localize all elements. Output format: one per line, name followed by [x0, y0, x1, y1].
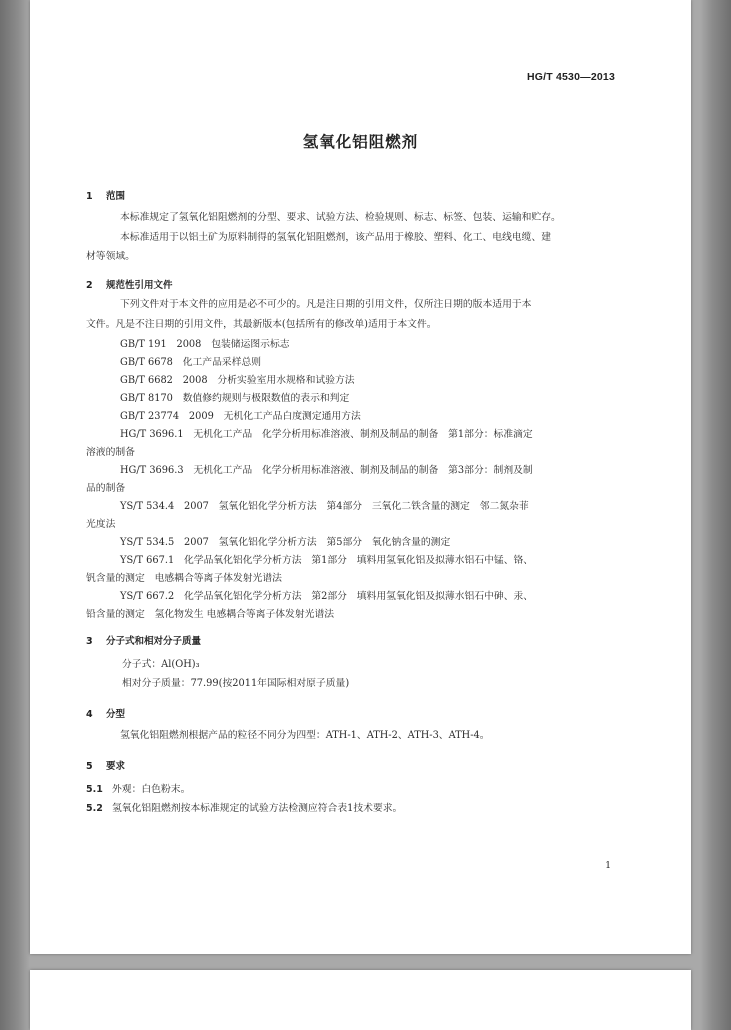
next-page	[30, 970, 691, 1030]
clause-number: 5.2	[86, 803, 103, 814]
reference-continuation: 铅含量的测定 氢化物发生 电感耦合等离子体发射光谱法	[86, 609, 335, 620]
reference-item: YS/T 534.5 2007 氢氧化铝化学分析方法 第5部分 氧化钠含量的测定	[120, 537, 451, 548]
reference-item: HG/T 3696.3 无机化工产品 化学分析用标准溶液、制剂及制品的制备 第3部分：制剂及制	[120, 465, 533, 476]
section-title: 要求	[106, 761, 126, 772]
document-page	[30, 0, 691, 954]
standard-number: HG/T 4530—2013	[526, 71, 615, 83]
reference-item: GB/T 191 2008 包装储运图示标志	[120, 339, 290, 350]
reference-continuation: 钒含量的测定 电感耦合等离子体发射光谱法	[86, 573, 282, 584]
section-title: 范围	[106, 191, 126, 202]
paragraph: 本标准适用于以铝土矿为原料制得的氢氧化铝阻燃剂，该产品用于橡胶、塑料、化工、电线电缆、建	[120, 232, 552, 243]
reference-item: GB/T 8170 数值修约规则与极限数值的表示和判定	[120, 393, 350, 404]
reference-item: YS/T 534.4 2007 氢氧化铝化学分析方法 第4部分 三氧化二铁含量的测定 邻二氮杂菲	[120, 501, 529, 512]
paragraph: 下列文件对于本文件的应用是必不可少的。凡是注日期的引用文件，仅所注日期的版本适用于本	[120, 299, 532, 310]
reference-item: GB/T 6678 化工产品采样总则	[120, 357, 262, 368]
reference-item: HG/T 3696.1 无机化工产品 化学分析用标准溶液、制剂及制品的制备 第1部分：标准滴定	[120, 429, 533, 440]
section-title: 规范性引用文件	[106, 280, 173, 291]
reference-item: YS/T 667.2 化学品氧化铝化学分析方法 第2部分 填料用氢氧化铝及拟薄水铝石中砷、汞、	[120, 591, 534, 602]
clause-number: 5.1	[86, 784, 103, 795]
page-number: 1	[605, 861, 611, 871]
section-number: 3	[86, 636, 93, 647]
paragraph: 氢氧化铝阻燃剂根据产品的粒径不同分为四型：ATH-1、ATH-2、ATH-3、ATH-4。	[120, 730, 490, 741]
section-3-heading	[86, 633, 201, 647]
molecular-mass: 相对分子质量：77.99(按2011年国际相对原子质量)	[122, 678, 350, 689]
reference-item: YS/T 667.1 化学品氧化铝化学分析方法 第1部分 填料用氢氧化铝及拟薄水铝石中锰、铬、	[120, 555, 534, 566]
reference-continuation: 品的制备	[86, 483, 126, 494]
clause-text: 外观：白色粉末。	[112, 784, 191, 795]
paragraph: 本标准规定了氢氧化铝阻燃剂的分型、要求、试验方法、检验规则、标志、标签、包装、运输和贮存。	[120, 212, 561, 223]
reference-continuation: 溶液的制备	[86, 447, 135, 458]
paragraph-continuation: 材等领域。	[86, 251, 135, 262]
section-title: 分子式和相对分子质量	[106, 636, 202, 647]
section-number: 5	[86, 761, 93, 772]
section-4-heading	[86, 706, 125, 720]
section-number: 1	[86, 191, 93, 202]
reference-item: GB/T 23774 2009 无机化工产品白度测定通用方法	[120, 411, 361, 422]
section-1-heading	[86, 188, 125, 202]
clause-5-1	[86, 784, 190, 796]
section-number: 2	[86, 280, 93, 291]
document-title: 氢氧化铝阻燃剂	[302, 133, 419, 151]
section-5-heading	[86, 758, 125, 772]
molecular-formula: 分子式：Al(OH)₃	[122, 659, 200, 670]
clause-text: 氢氧化铝阻燃剂按本标准规定的试验方法检测应符合表1技术要求。	[112, 803, 403, 814]
clause-5-2	[86, 803, 402, 815]
reference-continuation: 光度法	[86, 519, 116, 530]
paragraph-continuation: 文件。凡是不注日期的引用文件，其最新版本(包括所有的修改单)适用于本文件。	[86, 319, 437, 330]
section-2-heading	[86, 277, 173, 291]
section-number: 4	[86, 709, 93, 720]
reference-item: GB/T 6682 2008 分析实验室用水规格和试验方法	[120, 375, 355, 386]
section-title: 分型	[106, 709, 126, 720]
